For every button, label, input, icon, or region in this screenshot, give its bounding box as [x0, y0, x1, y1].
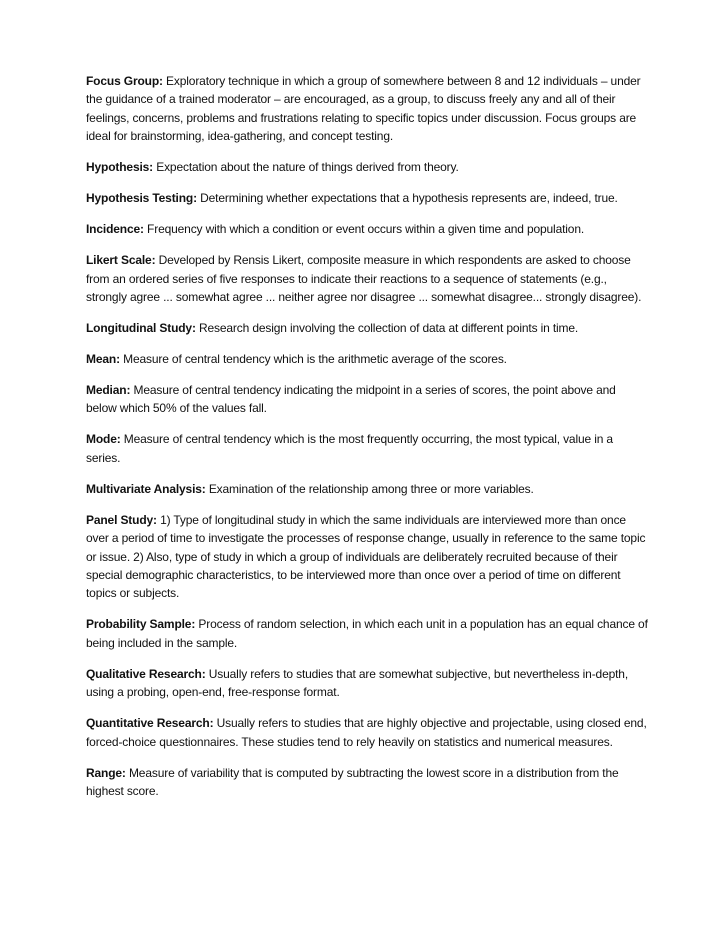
glossary-entry-panel-study — [86, 511, 648, 603]
glossary-entry-qualitative-research — [86, 665, 648, 702]
glossary-entry-probability-sample — [86, 615, 648, 652]
glossary-term: Multivariate Analysis: — [86, 481, 206, 496]
glossary-term: Hypothesis: — [86, 160, 154, 175]
glossary-definition: Process of random selection, in which each unit in a population has an equal chance of being included in the sample. — [86, 617, 648, 650]
glossary-definition: Expectation about the nature of things derived from theory. — [153, 160, 459, 175]
glossary-definition: Determining whether expectations that a hypothesis represents are, indeed, true. — [196, 191, 618, 206]
glossary-term: Incidence: — [86, 222, 144, 237]
glossary-definition: Developed by Rensis Likert, composite measure in which respondents are asked to choose from an ordered series of five responses to indicate their reactions to a sequence of statements (e.g., strongly agree ... somewhat agree ... neither agree nor disagree ... somewhat disagree... strongly disagree). — [86, 253, 642, 305]
glossary-term: Quantitative Research: — [86, 716, 214, 731]
glossary-entry-likert-scale — [86, 251, 648, 306]
glossary-definition: Usually refers to studies that are highly objective and projectable, using closed end, forced-choice questionnaires. These studies tend to rely heavily on statistics and numerical measures. — [86, 716, 647, 749]
glossary-entry-median — [86, 381, 648, 418]
glossary-entry-multivariate-analysis — [86, 480, 648, 498]
glossary-entry-quantitative-research — [86, 714, 648, 751]
glossary-term: Median: — [86, 383, 131, 398]
glossary-definition: Measure of central tendency which is the most frequently occurring, the most typical, value in a series. — [86, 432, 613, 465]
glossary-entry-mode — [86, 430, 648, 467]
glossary-term: Panel Study: — [86, 512, 157, 527]
glossary-definition: Usually refers to studies that are somewhat subjective, but nevertheless in-depth, using a probing, open-end, free-response format. — [86, 666, 629, 700]
glossary-term: Range: — [86, 765, 126, 780]
glossary-term: Hypothesis Testing: — [86, 191, 197, 206]
glossary-definition: Frequency with which a condition or event occurs within a given time and population. — [143, 222, 585, 237]
glossary-term: Likert Scale: — [86, 253, 156, 268]
glossary-definition: Research design involving the collection of data at different points in time. — [195, 321, 579, 336]
glossary-term: Mode: — [86, 432, 121, 447]
glossary-page — [86, 72, 648, 813]
glossary-term: Mean: — [86, 352, 120, 367]
glossary-definition: 1) Type of longitudinal study in which the same individuals are interviewed more than once over a period of time to investigate the processes of response change, usually in reference to the same topic or issue. 2) Also, type of study in which a group of individuals are deliberately recruited because of their special demographic characteristics, to be interviewed more than once over a period of time on different topics or subjects. — [86, 512, 646, 601]
glossary-entry-incidence — [86, 220, 648, 238]
glossary-entry-hypothesis — [86, 158, 648, 176]
glossary-definition: Measure of variability that is computed by subtracting the lowest score in a distribution from the highest score. — [86, 765, 619, 799]
glossary-term: Longitudinal Study: — [86, 321, 196, 336]
glossary-definition: Measure of central tendency which is the arithmetic average of the scores. — [119, 352, 507, 367]
glossary-entry-focus-group — [86, 72, 648, 146]
glossary-definition: Examination of the relationship among three or more variables. — [205, 481, 534, 496]
glossary-definition: Measure of central tendency indicating the midpoint in a series of scores, the point above and below which 50% of the values fall. — [86, 383, 616, 416]
glossary-definition: Exploratory technique in which a group of somewhere between 8 and 12 individuals – under the guidance of a trained moderator – are encouraged, as a group, to discuss freely any and all of their feelings, concerns, problems and frustrations relating to specific topics under discussion. Focus groups are ideal for brainstorming, idea-gathering, and concept testing. — [86, 74, 641, 144]
glossary-entry-hypothesis-testing — [86, 189, 648, 207]
glossary-term: Focus Group: — [86, 74, 163, 88]
glossary-entry-mean — [86, 350, 648, 368]
glossary-entry-longitudinal-study — [86, 319, 648, 337]
glossary-term: Qualitative Research: — [86, 666, 206, 681]
glossary-term: Probability Sample: — [86, 617, 196, 632]
glossary-entry-range — [86, 764, 648, 801]
